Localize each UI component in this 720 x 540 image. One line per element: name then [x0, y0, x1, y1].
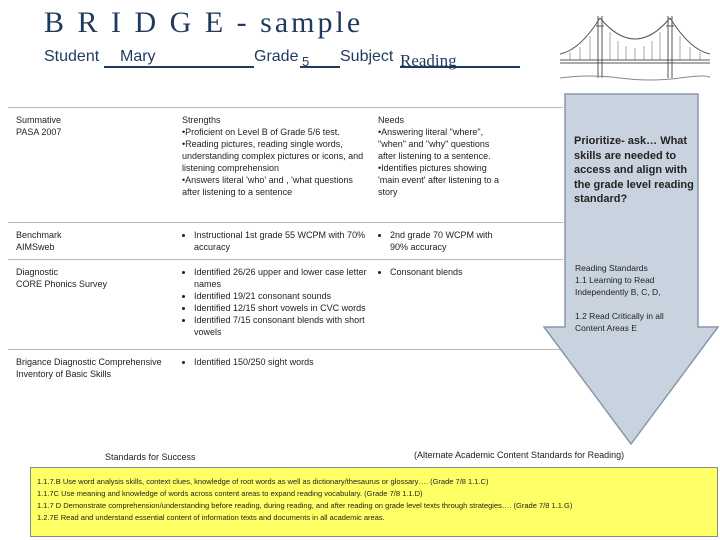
list-item: • Consonant blends [390, 266, 503, 278]
assessment-cell: Summative PASA 2007 [16, 115, 62, 137]
list-item: • Identified 12/15 short vowels in CVC words [194, 302, 372, 314]
list-item: 1.2.7E Read and understand essential content of information texts and documents in all academic areas. [37, 513, 385, 522]
list-item: • Identified 19/21 consonant sounds [194, 290, 372, 302]
assessment-cell: Brigance Diagnostic Comprehensive Inventory of Basic Skills [16, 357, 162, 379]
strengths-cell [182, 266, 372, 338]
bridge-illustration [560, 14, 710, 84]
strengths-cell [182, 229, 372, 253]
alternate-standards-label: (Alternate Academic Content Standards for Reading) [414, 450, 625, 460]
list-item: 1.1.7.B Use word analysis skills, context clues, knowledge of root words as well as dictionary/thesaurus or glossary…. (Grade 7/8 1.1.C) [37, 477, 489, 486]
page-title: B R I D G E - sample [44, 6, 364, 39]
grade-label: Grade [254, 48, 299, 65]
list-item: • Identified 150/250 sight words [194, 356, 372, 368]
list-item: • Instructional 1st grade 55 WCPM with 70% accuracy [194, 229, 372, 253]
student-label: Student [44, 48, 100, 65]
subject-label: Subject [340, 48, 394, 65]
needs-cell: Needs •Answering literal "where", "when" and "why" questions after listening to a sentence. •Identifies pictures showing 'main event' after listening to a story [378, 115, 500, 197]
strengths-cell: Strengths •Proficient on Level B of Grade 5/6 test. •Reading pictures, reading single words, understanding complex pictures or icons, and listening comprehension •Answers literal 'who' and , 'what questions after listening to a sentence [182, 115, 364, 197]
student-underline [104, 66, 254, 68]
list-item: • Identified 26/26 upper and lower case letter names [194, 266, 372, 290]
list-item: 1.1.7 D Demonstrate comprehension/understanding before reading, during reading, and after reading on grade level texts through strategies…. (Grade 7/8 1.1.G) [37, 501, 573, 510]
standards-for-success-label: Standards for Success [105, 452, 196, 462]
standards-footer-box [30, 467, 718, 537]
assessment-cell: Benchmark AIMSweb [16, 230, 62, 252]
reading-standards: Reading Standards 1.1 Learning to Read Independently B, C, D, 1.2 Read Critically in all Content Areas E [575, 263, 664, 333]
prioritize-text: Prioritize- ask… What skills are needed to access and align with the grade level reading standard? [574, 135, 694, 205]
list-item: • Identified 7/15 consonant blends with short vowels [194, 314, 372, 338]
list-item: • 2nd grade 70 WCPM with 90% accuracy [390, 229, 503, 253]
strengths-cell [182, 356, 372, 368]
subject-value: Reading [400, 51, 457, 70]
assessment-cell: Diagnostic CORE Phonics Survey [16, 267, 108, 289]
grade-value: 5 [302, 54, 310, 69]
student-name: Mary [120, 48, 156, 65]
list-item: 1.1.7C Use meaning and knowledge of words across content areas to expand reading vocabulary. (Grade 7/8 1.1.D) [37, 489, 423, 498]
student-info-line [44, 48, 524, 72]
